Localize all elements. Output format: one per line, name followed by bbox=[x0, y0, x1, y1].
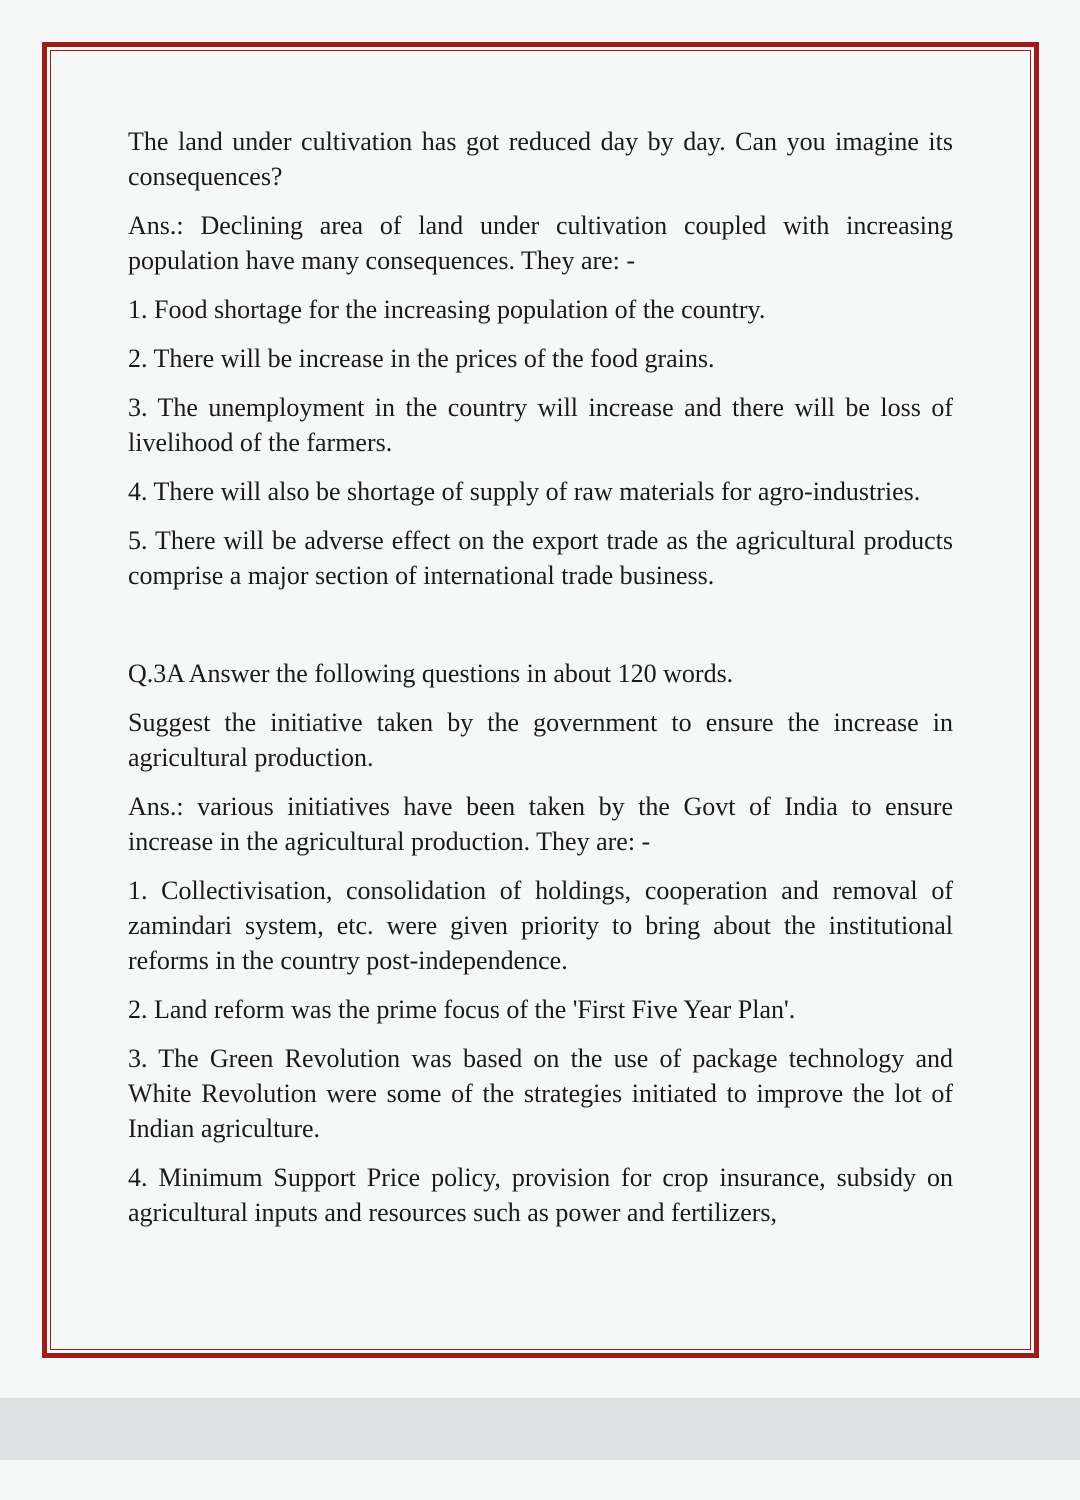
document-content bbox=[128, 124, 953, 1244]
answer-point: 1. Collectivisation, consolidation of holdings, cooperation and removal of zamindari system, etc. were given priority to bring about the institutional reforms in the country post-independence. bbox=[128, 876, 953, 975]
answer-intro: Ans.: various initiatives have been taken by the Govt of India to ensure increase in the agricultural production. They are: - bbox=[128, 792, 953, 856]
answer-point: 3. The Green Revolution was based on the use of package technology and White Revolution were some of the strategies initiated to improve the lot of Indian agriculture. bbox=[128, 1044, 953, 1143]
answer-point: 3. The unemployment in the country will increase and there will be loss of livelihood of the farmers. bbox=[128, 393, 953, 457]
answer-point: 1. Food shortage for the increasing population of the country. bbox=[128, 295, 766, 324]
answer-point: 2. There will be increase in the prices of the food grains. bbox=[128, 344, 715, 373]
question-text: The land under cultivation has got reduced day by day. Can you imagine its consequences? bbox=[128, 127, 953, 191]
answer-point: 4. Minimum Support Price policy, provision for crop insurance, subsidy on agricultural inputs and resources such as power and fertilizers, bbox=[128, 1163, 953, 1227]
section-heading: Q.3A Answer the following questions in about 120 words. bbox=[128, 659, 734, 688]
answer-point: 2. Land reform was the prime focus of the 'First Five Year Plan'. bbox=[128, 995, 796, 1024]
answer-point: 5. There will be adverse effect on the export trade as the agricultural products comprise a major section of international trade business. bbox=[128, 526, 953, 590]
question-text: Suggest the initiative taken by the government to ensure the increase in agricultural production. bbox=[128, 708, 953, 772]
bottom-band bbox=[0, 1398, 1080, 1460]
answer-point: 4. There will also be shortage of supply of raw materials for agro-industries. bbox=[128, 477, 921, 506]
answer-intro: Ans.: Declining area of land under cultivation coupled with increasing population have many consequences. They are: - bbox=[128, 211, 953, 275]
